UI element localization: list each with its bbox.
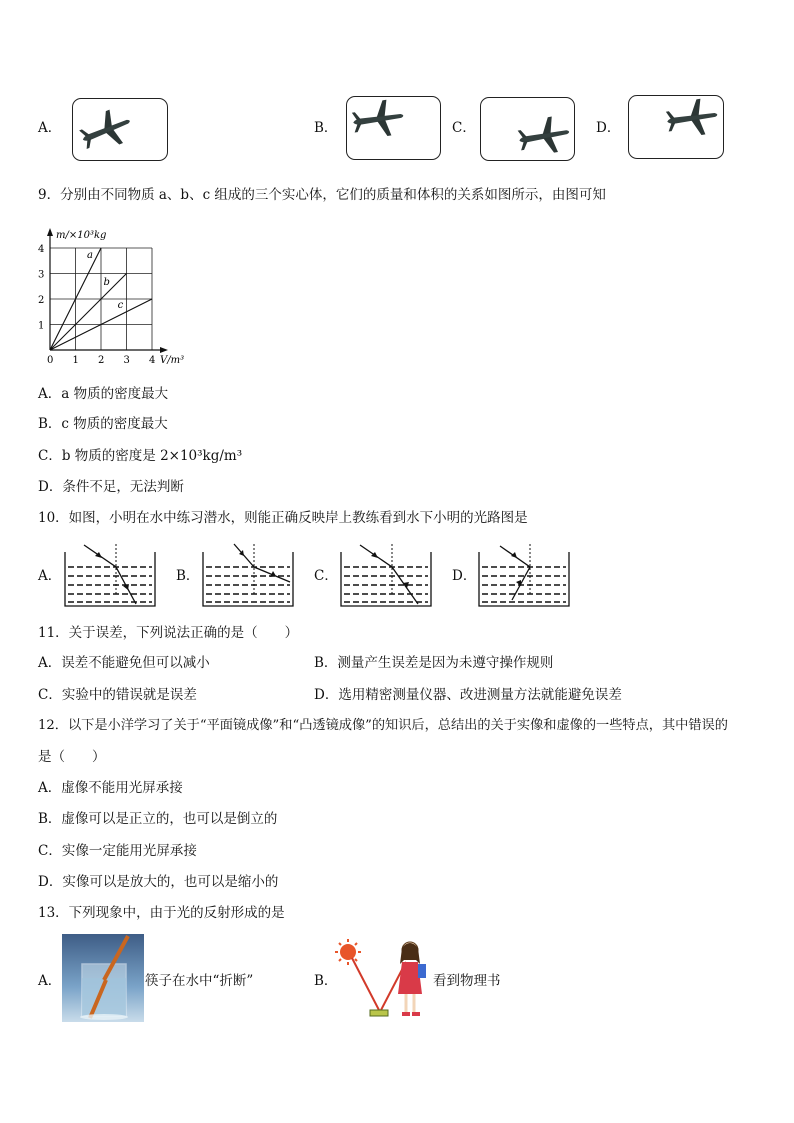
q11-option-b-label: B． xyxy=(314,655,338,671)
x-tick-label-4: 4 xyxy=(149,355,156,366)
q12-option-b-text: 虚像可以是正立的，也可以是倒立的 xyxy=(61,811,278,827)
q11-option-d-label: D． xyxy=(314,687,339,703)
q8-option-d-label: D． xyxy=(596,120,621,136)
q12-option-b-label: B． xyxy=(38,811,62,827)
q8-option-d-image xyxy=(628,95,724,159)
q10-option-b-label: B． xyxy=(176,568,200,584)
q12-option-c-text: 实像一定能用光屏承接 xyxy=(61,843,197,859)
sun-icon xyxy=(335,939,361,965)
airplane-icon xyxy=(517,116,577,158)
y-axis-arrow xyxy=(47,228,53,236)
x-tick-label-0: 0 xyxy=(47,355,54,366)
q8-option-c-image xyxy=(480,97,575,161)
q9-option-b-label: B． xyxy=(38,416,62,432)
q9-option-d-text: 条件不足，无法判断 xyxy=(62,479,184,495)
q11-option-a-label: A． xyxy=(38,655,62,671)
q8-option-a-image xyxy=(72,98,168,161)
q11-option-c-label: C． xyxy=(38,687,62,703)
q9-option-b[interactable] xyxy=(38,415,168,433)
q9-option-d[interactable] xyxy=(38,478,184,496)
q10-option-a-label: A． xyxy=(38,568,62,584)
q12-option-c[interactable] xyxy=(38,842,197,860)
q11-option-c[interactable] xyxy=(38,686,197,704)
q9-mass-volume-chart xyxy=(34,222,194,372)
q11-option-a[interactable] xyxy=(38,654,210,672)
q9-option-a-text: a 物质的密度最大 xyxy=(61,386,169,402)
q12-option-d-label: D． xyxy=(38,874,63,890)
girl-figure xyxy=(398,942,426,1016)
q12-option-c-label: C． xyxy=(38,843,62,859)
series-label-a: a xyxy=(86,250,93,262)
q12-option-a-text: 虚像不能用光屏承接 xyxy=(61,780,183,796)
q9-option-a-label: A． xyxy=(38,386,62,402)
q9-option-c-label: C． xyxy=(38,448,62,464)
q11-option-b[interactable] xyxy=(314,654,553,672)
q13-option-b-image xyxy=(334,936,430,1024)
q11-stem: 11．关于误差，下列说法正确的是（ ） xyxy=(38,625,299,641)
y-tick-label-1: 1 xyxy=(38,320,45,332)
q8-option-b-image xyxy=(346,96,441,160)
q12-option-d-text: 实像可以是放大的，也可以是缩小的 xyxy=(62,874,279,890)
q12-option-a-label: A． xyxy=(38,780,62,796)
x-tick-label-1: 1 xyxy=(72,355,79,366)
q13-option-a-text: 筷子在水中“折断” xyxy=(145,973,254,989)
airplane-icon xyxy=(349,99,409,141)
chart-x-axis-label: V/m³ xyxy=(160,355,185,366)
q13-option-a-label: A． xyxy=(38,973,62,989)
q11-option-a-text: 误差不能避免但可以减小 xyxy=(61,655,210,671)
q8-option-c-label: C． xyxy=(452,120,476,136)
q12-option-b[interactable] xyxy=(38,810,277,828)
q12-option-d[interactable] xyxy=(38,873,278,891)
series-label-b: b xyxy=(103,276,110,288)
q11-option-b-text: 测量产生误差是因为未遵守操作规则 xyxy=(337,655,554,671)
q12-stem-line1: 12．以下是小洋学习了关于“平面镜成像”和“凸透镜成像”的知识后，总结出的关于实像和虚像的一些特点，其中错误的 xyxy=(38,718,728,733)
q9-stem: 9．分别由不同物质 a、b、c 组成的三个实心体，它们的质量和体积的关系如图所示，由图可知 xyxy=(38,187,606,203)
q10-option-c-light-path xyxy=(338,542,434,608)
series-label-c: c xyxy=(117,299,124,311)
q11-option-d[interactable] xyxy=(314,686,622,704)
q12-option-a[interactable] xyxy=(38,779,183,797)
series-line-b xyxy=(50,274,127,351)
q10-option-d-label: D． xyxy=(452,568,477,584)
q12-stem-line2: 是（ ） xyxy=(38,749,106,765)
airplane-icon xyxy=(77,109,137,151)
q13-stem: 13．下列现象中，由于光的反射形成的是 xyxy=(38,905,285,921)
q8-option-a-label: A． xyxy=(38,120,62,136)
y-tick-label-2: 2 xyxy=(38,295,45,306)
y-tick-label-3: 3 xyxy=(38,269,45,281)
q10-option-d-light-path xyxy=(476,542,572,608)
q13-option-b-text: 看到物理书 xyxy=(433,973,501,989)
x-axis-arrow xyxy=(160,347,168,353)
q8-option-b-label: B． xyxy=(314,120,338,136)
airplane-icon xyxy=(665,98,725,140)
q10-option-a-light-path xyxy=(62,542,158,608)
q10-option-b-light-path xyxy=(200,542,296,608)
q9-option-c-text: b 物质的密度是 2×10³kg/m³ xyxy=(61,448,243,464)
q11-option-c-text: 实验中的错误就是误差 xyxy=(61,687,197,703)
chart-y-axis-label: m/×10³kg xyxy=(56,230,107,241)
q9-option-c[interactable] xyxy=(38,447,242,465)
q10-option-c-label: C． xyxy=(314,568,338,584)
x-tick-label-3: 3 xyxy=(123,355,130,366)
q9-option-b-text: c 物质的密度最大 xyxy=(61,416,168,432)
q9-option-d-label: D． xyxy=(38,479,63,495)
q13-option-b-label: B． xyxy=(314,973,338,989)
y-tick-label-4: 4 xyxy=(38,244,45,255)
q13-option-a-image xyxy=(62,934,144,1022)
q11-option-d-text: 选用精密测量仪器、改进测量方法就能避免误差 xyxy=(338,687,622,703)
x-tick-label-2: 2 xyxy=(98,355,105,366)
q9-option-a[interactable] xyxy=(38,385,168,403)
q10-stem: 10．如图，小明在水中练习潜水，则能正确反映岸上教练看到水下小明的光路图是 xyxy=(38,510,528,526)
